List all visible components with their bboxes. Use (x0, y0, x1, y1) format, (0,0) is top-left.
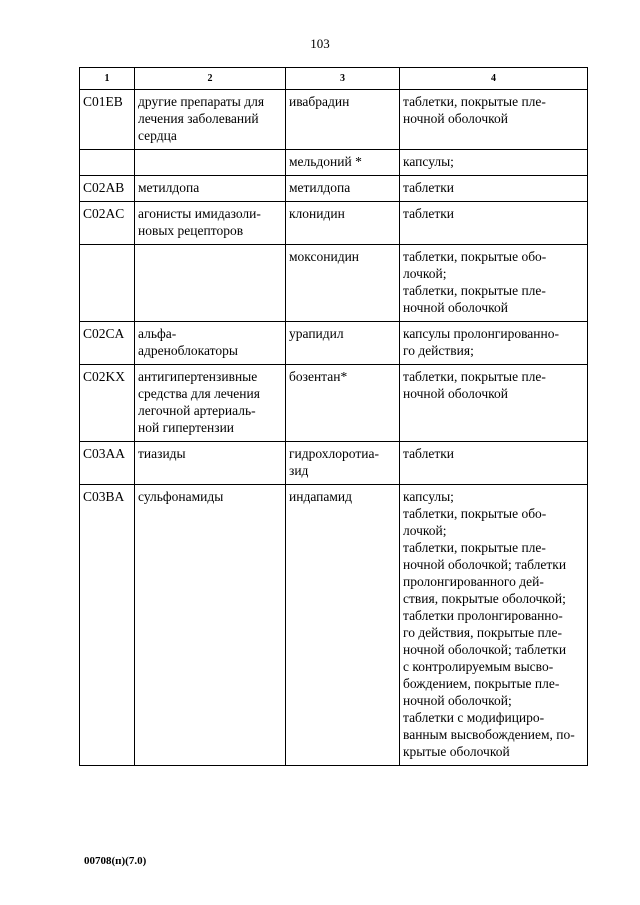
group-name-cell: агонисты имидазоли- новых рецепторов (135, 202, 286, 245)
atc-code-cell: C03AA (80, 442, 135, 485)
drug-name-cell: гидрохлоротиа- зид (286, 442, 400, 485)
atc-code-cell: C02AC (80, 202, 135, 245)
atc-code-cell: C02CA (80, 322, 135, 365)
drug-name-cell: индапамид (286, 485, 400, 766)
drug-name-cell: моксонидин (286, 245, 400, 322)
table-row (80, 365, 588, 442)
drug-name-cell: урапидил (286, 322, 400, 365)
group-name-cell: антигипертензивные средства для лечения легочной артериаль- ной гипертензии (135, 365, 286, 442)
drug-table (79, 67, 588, 766)
table-row (80, 442, 588, 485)
atc-code-cell (80, 245, 135, 322)
table-row (80, 90, 588, 150)
column-header-3: 3 (286, 68, 400, 90)
group-name-cell: другие препараты для лечения заболеваний сердца (135, 90, 286, 150)
table-row (80, 245, 588, 322)
dosage-form-cell: таблетки (400, 202, 588, 245)
dosage-form-cell: капсулы; (400, 150, 588, 176)
dosage-form-cell: капсулы пролонгированно- го действия; (400, 322, 588, 365)
atc-code-cell: C02AB (80, 176, 135, 202)
group-name-cell: тиазиды (135, 442, 286, 485)
drug-name-cell: мельдоний * (286, 150, 400, 176)
column-header-4: 4 (400, 68, 588, 90)
page-number: 103 (310, 36, 330, 51)
atc-code-cell: C03BA (80, 485, 135, 766)
drug-name-cell: ивабрадин (286, 90, 400, 150)
group-name-cell: альфа- адреноблокаторы (135, 322, 286, 365)
atc-code-cell: C01EB (80, 90, 135, 150)
drug-name-cell: бозентан* (286, 365, 400, 442)
column-header-1: 1 (80, 68, 135, 90)
drug-name-cell: клонидин (286, 202, 400, 245)
group-name-cell: сульфонамиды (135, 485, 286, 766)
table-row (80, 176, 588, 202)
atc-code-cell: C02KX (80, 365, 135, 442)
document-code: 00708(п)(7.0) (84, 855, 147, 867)
dosage-form-cell: таблетки (400, 176, 588, 202)
table-header-row (80, 68, 588, 90)
column-header-2: 2 (135, 68, 286, 90)
drug-name-cell: метилдопа (286, 176, 400, 202)
table-row (80, 150, 588, 176)
table-row (80, 485, 588, 766)
table-body (80, 90, 588, 766)
group-name-cell: метилдопа (135, 176, 286, 202)
dosage-form-cell: таблетки, покрытые пле- ночной оболочкой (400, 90, 588, 150)
dosage-form-cell: таблетки (400, 442, 588, 485)
table-row (80, 202, 588, 245)
group-name-cell (135, 150, 286, 176)
atc-code-cell (80, 150, 135, 176)
dosage-form-cell: таблетки, покрытые обо- лочкой; таблетки, покрытые пле- ночной оболочкой (400, 245, 588, 322)
table-row (80, 322, 588, 365)
group-name-cell (135, 245, 286, 322)
dosage-form-cell: таблетки, покрытые пле- ночной оболочкой (400, 365, 588, 442)
dosage-form-cell: капсулы; таблетки, покрытые обо- лочкой; таблетки, покрытые пле- ночной оболочкой; таблетки пролонгированного дей- ствия, покрытые оболочкой; таблетки пролонгированно- го действия, покрытые пле- ночной оболочкой; таблетки с контролируемым высво- бождением, покрытые пле- ночной оболочкой; таблетки с модифициро- ванным высвобождением, по- крытые оболочкой (400, 485, 588, 766)
